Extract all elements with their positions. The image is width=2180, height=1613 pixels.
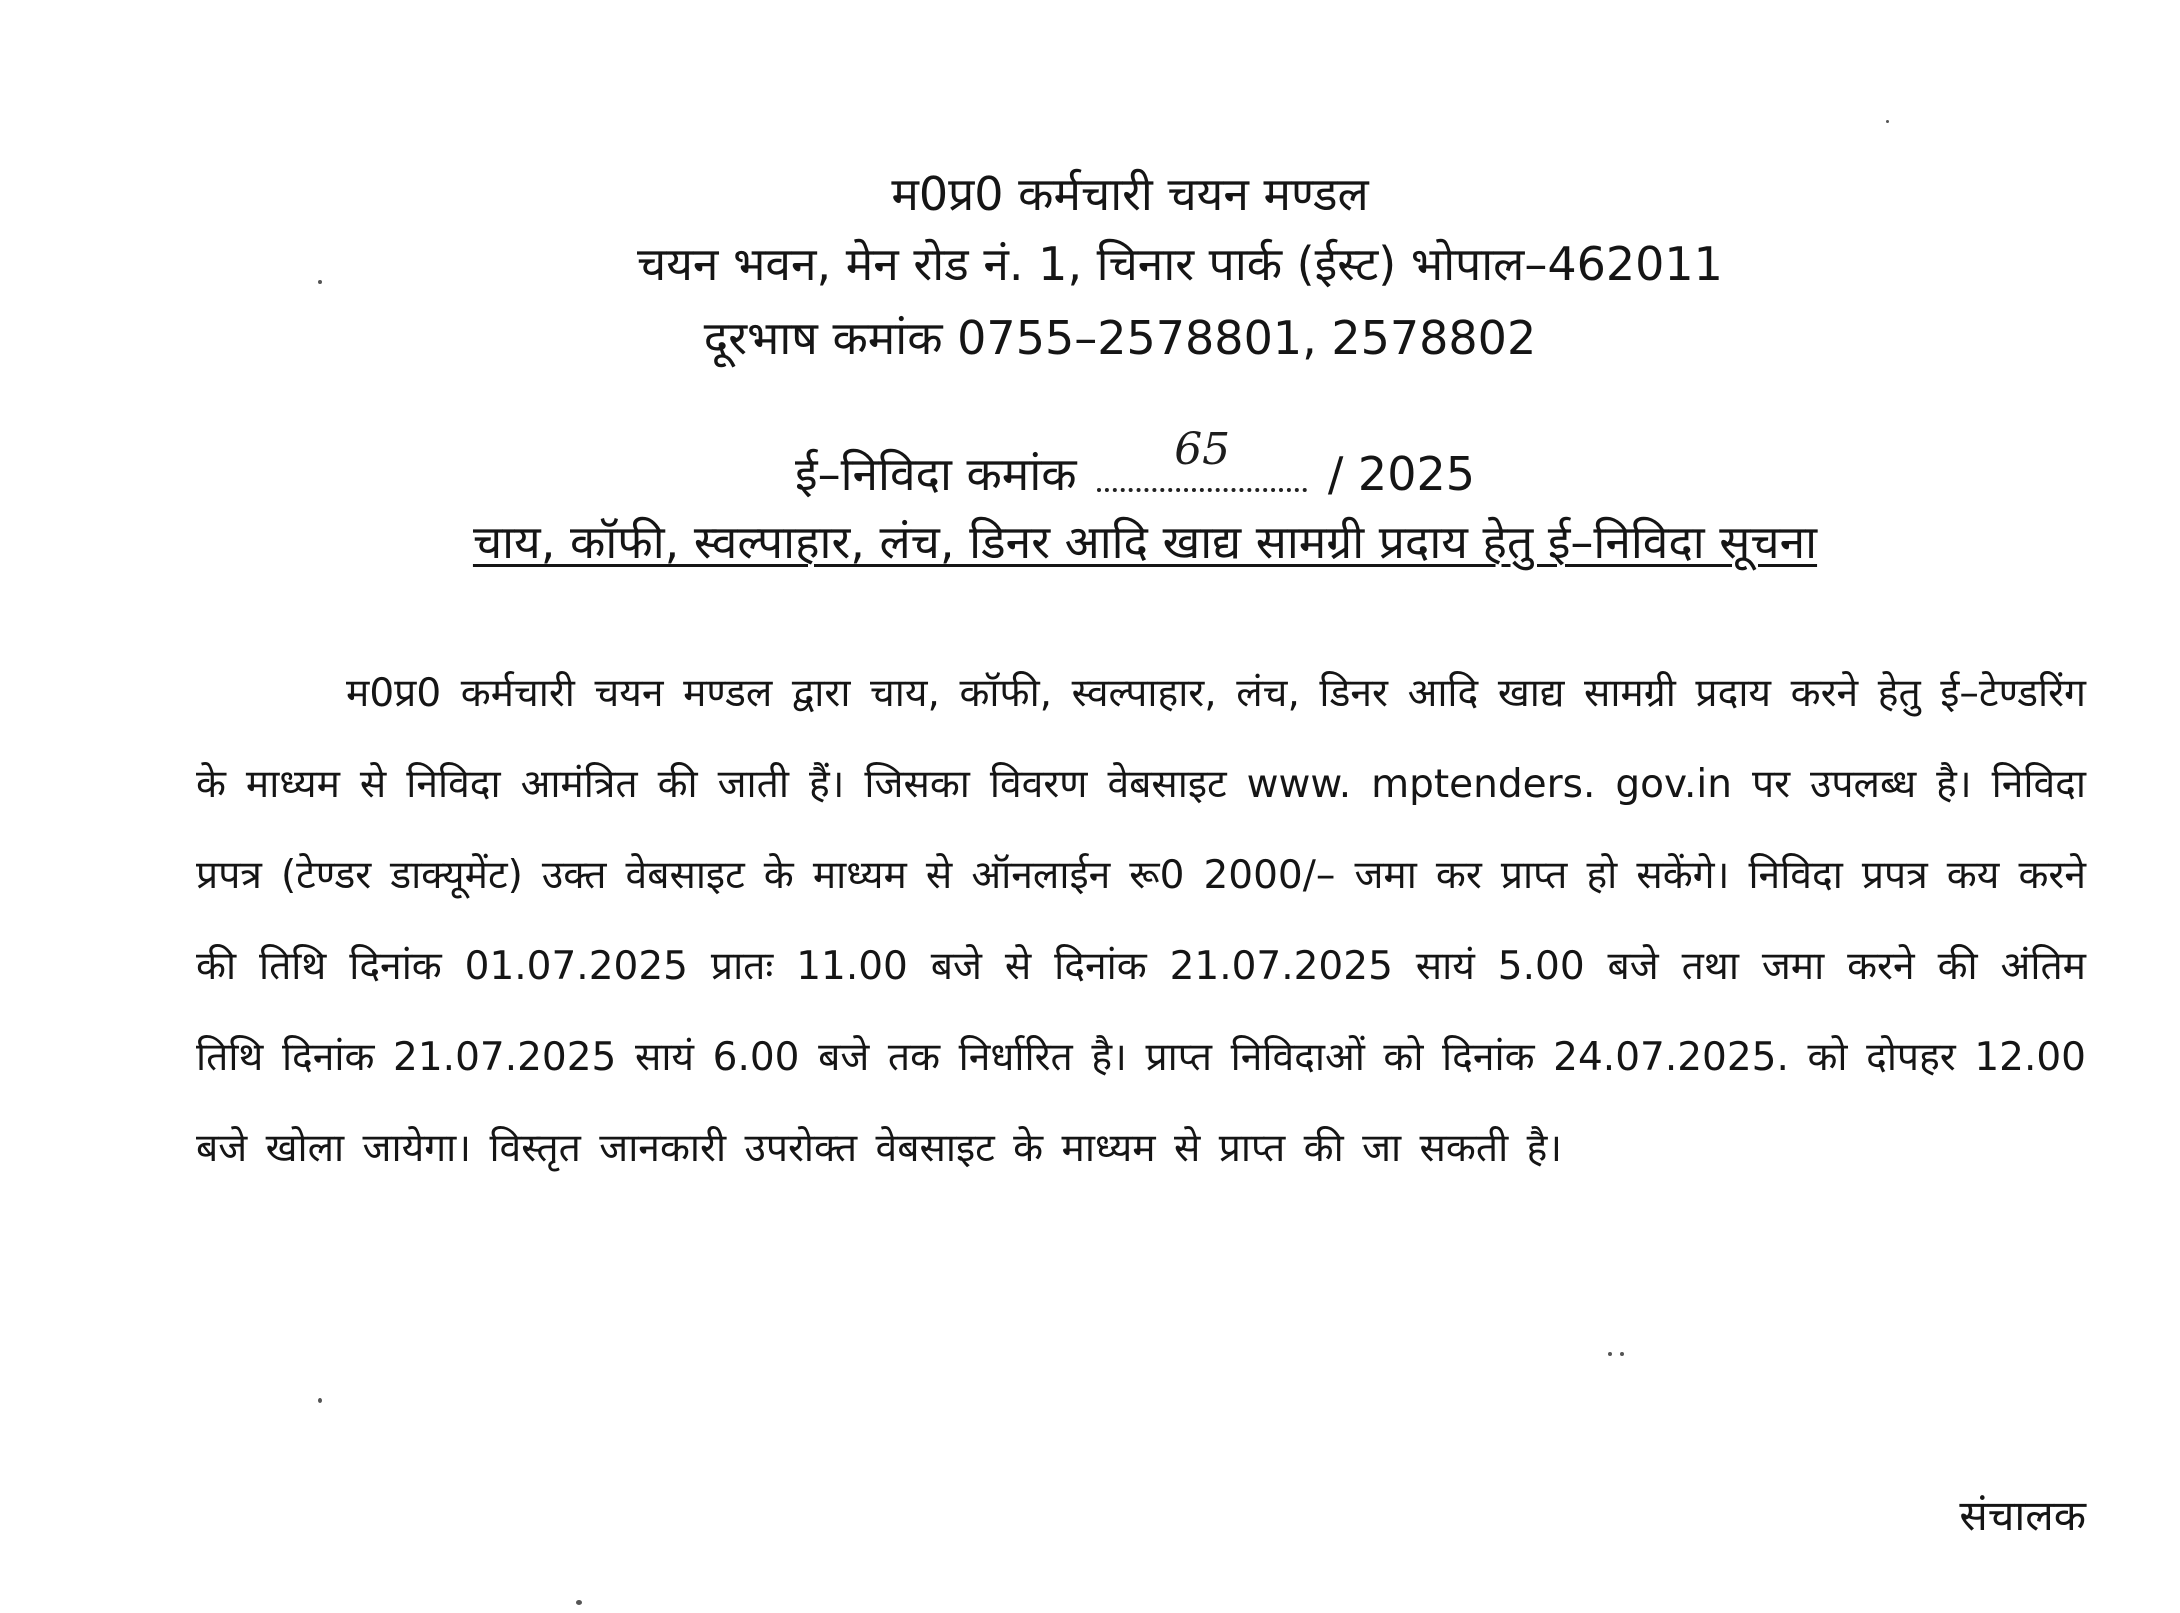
tender-number-label: ई–निविदा कमांक bbox=[795, 447, 1077, 501]
scan-speck bbox=[1886, 120, 1889, 123]
scan-speck bbox=[318, 1398, 322, 1403]
tender-number-handwritten: 65 bbox=[1174, 424, 1231, 475]
dotted-fill-line bbox=[1097, 488, 1307, 492]
organization-address: चयन भवन, मेन रोड नं. 1, चिनार पार्क (ईस्ट) भोपाल–462011 bbox=[637, 237, 1723, 291]
notice-subject: चाय, कॉफी, स्वल्पाहार, लंच, डिनर आदि खाद्य सामग्री प्रदाय हेतु ई–निविदा सूचना bbox=[472, 515, 1818, 569]
signatory-title: संचालक bbox=[1959, 1491, 2086, 1540]
scan-speck bbox=[576, 1600, 582, 1605]
tender-year: / 2025 bbox=[1327, 447, 1475, 501]
scan-speck bbox=[318, 280, 322, 284]
notice-body-paragraph: म0प्र0 कर्मचारी चयन मण्डल द्वारा चाय, कॉफी, स्वल्पाहार, लंच, डिनर आदि खाद्य सामग्री प्रदाय करने हेतु ई–टेण्डरिंग के माध्यम से निविदा आमंत्रित की जाती हैं। जिसका विवरण वेबसाइट www. mptenders. gov.in पर उपलब्ध है। निविदा प्रपत्र (टेण्डर डाक्यूमेंट) उक्त वेबसाइट के माध्यम से ऑनलाईन रू0 2000/– जमा कर प्राप्त हो सकेंगे। निविदा प्रपत्र कय करने की तिथि दिनांक 01.07.2025 प्रातः 11.00 बजे से दिनांक 21.07.2025 सायं 5.00 बजे तथा जमा करने की अंतिम तिथि दिनांक 21.07.2025 सायं 6.00 बजे तक निर्धारित है। प्राप्त निविदाओं को दिनांक 24.07.2025. को दोपहर 12.00 बजे खोला जायेगा। विस्तृत जानकारी उपरोक्त वेबसाइट के माध्यम से प्राप्त की जा सकती है। bbox=[196, 671, 2086, 1171]
organization-name: म0प्र0 कर्मचारी चयन मण्डल bbox=[891, 167, 1369, 221]
tender-number-line bbox=[0, 424, 2180, 502]
organization-phone: दूरभाष कमांक 0755–2578801, 2578802 bbox=[703, 311, 1537, 365]
tender-number-field bbox=[1097, 424, 1307, 502]
scan-speck bbox=[1620, 1352, 1624, 1356]
scan-speck bbox=[1608, 1352, 1612, 1356]
